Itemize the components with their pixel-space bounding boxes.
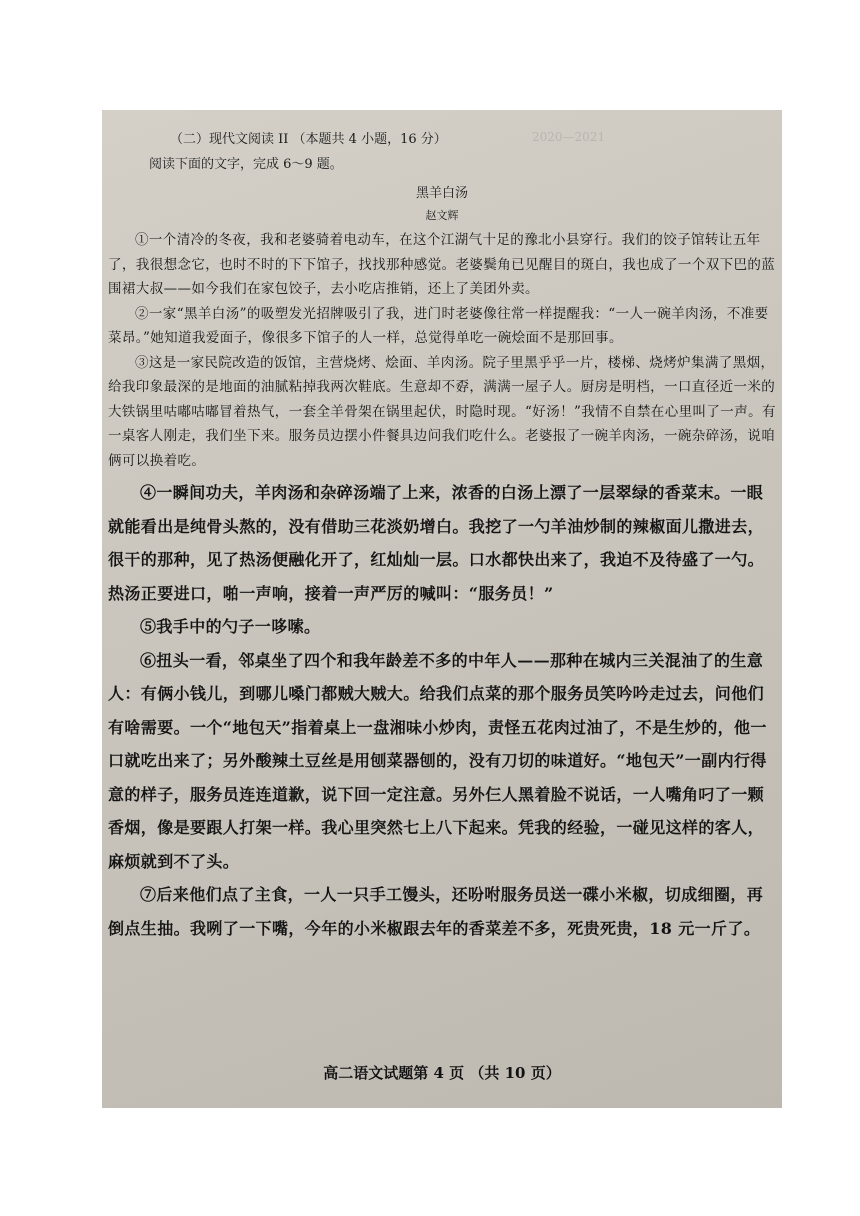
paragraph-4: ④一瞬间功夫，羊肉汤和杂碎汤端了上来，浓香的白汤上漂了一层翠绿的香菜末。一眼就能看出是纯骨头熬的，没有借助三花淡奶增白。我挖了一勺羊油炒制的辣椒面儿撒进去，很干的那种，见了热汤便融化开了，红灿灿一层。口水都快出来了，我迫不及待盛了一勺。热汤正要进口，啪一声响，接着一声严厉的喊叫：“服务员！”	[108, 483, 765, 603]
article-author: 赵文辉	[425, 209, 459, 222]
paragraph-2: ②一家“黑羊白汤”的吸塑发光招牌吸引了我，进门时老婆像往常一样提醒我：“一人一碗羊肉汤，不准要菜昂。”她知道我爱面子，像很多下馆子的人一样，总觉得单吃一碗烩面不是那回事。	[108, 305, 769, 346]
paragraph-3: ③这是一家民院改造的饭馆，主营烧烤、烩面、羊肉汤。院子里黑乎乎一片，楼梯、烧烤炉集满了黑烟，给我印象最深的是地面的油腻粘掉我两次鞋底。生意却不孬，满满一屋子人。厨房是明档，一口直径近一米的大铁锅里咕嘟咕嘟冒着热气，一套全羊骨架在锅里起伏，时隐时现。“好汤！”我情不自禁在心里叫了一声。有一桌客人刚走，我们坐下来。服务员边摆小件餐具边问我们吃什么。老婆报了一碗羊肉汤，一碗杂碎汤，说咱俩可以换着吃。	[108, 354, 776, 469]
section-header: （二）现代文阅读 II （本题共 4 小题，16 分）	[170, 132, 447, 147]
page-footer: 高二语文试题第 4 页 （共 10 页）	[323, 1064, 561, 1082]
article-body	[108, 228, 776, 945]
paragraph-1: ①一个清冷的冬夜，我和老婆骑着电动车，在这个江湖气十足的豫北小县穿行。我们的饺子馆转让五年了，我很想念它，也时不时的下下馆子，找找那种感觉。老婆鬓角已见醒目的斑白，我也成了一个双下巴的蓝围裙大叔——如今我们在家包饺子，去小吃店推销，还上了美团外卖。	[108, 232, 776, 297]
article-title: 黑羊白汤	[415, 186, 468, 201]
paragraph-7: ⑦后来他们点了主食，一人一只手工馒头，还吩咐服务员送一碟小米椒，切成细圈，再倒点生抽。我咧了一下嘴，今年的小米椒跟去年的香菜差不多，死贵死贵，18 元一斤了。	[108, 885, 764, 938]
paragraph-5: ⑤我手中的勺子一哆嗦。	[140, 617, 321, 636]
photographed-page	[102, 110, 782, 1108]
show-through-mark: 2020—2021	[532, 130, 606, 144]
reading-instruction: 阅读下面的文字，完成 6～9 题。	[149, 157, 343, 172]
paragraph-6: ⑥扭头一看，邻桌坐了四个和我年龄差不多的中年人——那种在城内三关混油了的生意人：有俩小钱儿，到哪儿嗓门都贼大贼大。给我们点菜的那个服务员笑吟吟走过去，问他们有啥需要。一个“地包天”指着桌上一盘湘味小炒肉，责怪五花肉过油了，不是生炒的，他一口就吃出来了；另外酸辣土豆丝是用刨菜器刨的，没有刀切的味道好。“地包天”一副内行得意的样子，服务员连连道歉，说下回一定注意。另外仨人黑着脸不说话，一人嘴角叼了一颗香烟，像是要跟人打架一样。我心里突然七上八下起来。凭我的经验，一碰见这样的客人，麻烦就到不了头。	[108, 650, 767, 871]
